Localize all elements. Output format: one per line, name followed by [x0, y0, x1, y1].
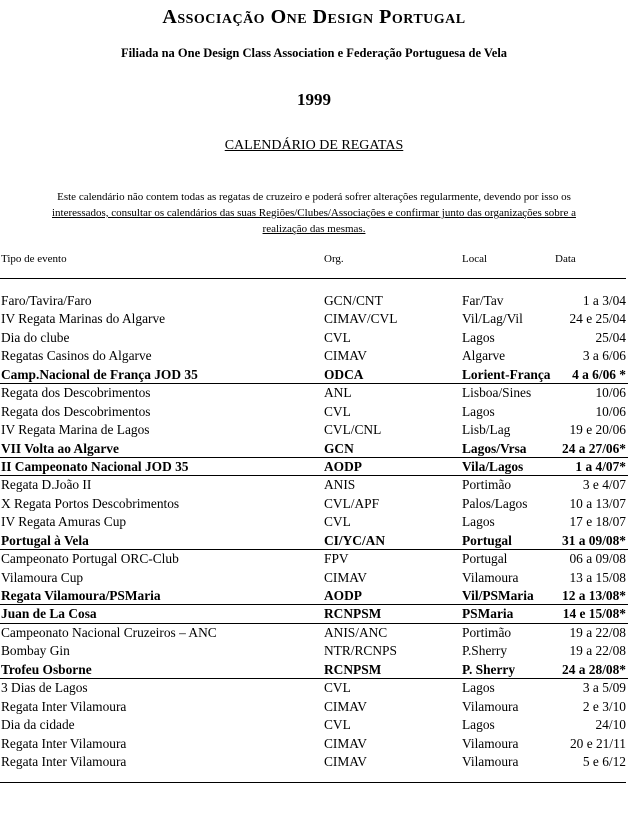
- notice-paragraph: [0, 189, 628, 237]
- table-row: [0, 347, 628, 365]
- cell-event: Faro/Tavira/Faro: [1, 293, 92, 308]
- cell-local: Lisboa/Sines: [462, 385, 532, 401]
- table-row: [0, 569, 628, 587]
- cell-org: CIMAV: [324, 348, 367, 364]
- column-header-event: Tipo de evento: [1, 253, 67, 265]
- cell-date: 10/06: [595, 385, 626, 401]
- cell-local: Vilamoura: [462, 735, 519, 751]
- cell-org: CVL: [324, 680, 351, 696]
- column-header-local: Local: [462, 253, 488, 265]
- cell-org: NTR/RCNPS: [324, 643, 397, 659]
- table-row: [0, 403, 628, 421]
- cell-event: Regata Inter Vilamoura: [1, 735, 127, 751]
- table-row: [0, 698, 628, 716]
- cell-org: CVL: [324, 329, 351, 345]
- table-row: [0, 495, 628, 513]
- cell-org: CVL: [324, 717, 351, 733]
- cell-date: 10/06: [595, 403, 626, 419]
- cell-date: 13 a 15/08: [569, 569, 626, 585]
- table-row: [0, 661, 628, 679]
- cell-local: Lagos: [462, 717, 495, 733]
- cell-local: Lagos: [462, 403, 495, 419]
- cell-local: Vilamoura: [462, 753, 519, 769]
- table-row: [0, 679, 628, 697]
- cell-date: 31 a 09/08*: [562, 532, 626, 548]
- cell-event: Dia do clube: [1, 329, 70, 345]
- cell-date: 19 a 22/08: [569, 643, 626, 659]
- cell-event: IV Regata Marina de Lagos: [1, 422, 150, 438]
- table-row: [0, 476, 628, 494]
- cell-event: Regata dos Descobrimentos: [1, 385, 151, 401]
- cell-local: Lorient-França: [462, 366, 551, 382]
- cell-local: Lagos: [462, 514, 495, 530]
- cell-event: IV Regata Amuras Cup: [1, 514, 127, 530]
- cell-local: Lisb/Lag: [462, 422, 511, 438]
- cell-org: GCN/CNT: [324, 293, 383, 308]
- notice-line-2: interessados, consultar os calendários das suas Regiões/Clubes/Associações e confirmar junto das organizações sobre a: [52, 207, 576, 219]
- cell-local: P.Sherry: [462, 643, 508, 659]
- column-header-date: Data: [555, 253, 576, 265]
- cell-date: 5 e 6/12: [582, 753, 626, 769]
- cell-org: CIMAV: [324, 753, 367, 769]
- cell-local: Lagos: [462, 680, 495, 696]
- cell-org: CVL/CNL: [324, 422, 382, 438]
- table-row: [0, 642, 628, 660]
- cell-org: CVL: [324, 514, 351, 530]
- column-header-org: Org.: [324, 253, 344, 265]
- cell-date: 1 a 4/07*: [575, 458, 626, 474]
- cell-local: Algarve: [462, 348, 506, 364]
- cell-org: AODP: [324, 458, 362, 474]
- cell-local: Vilamoura: [462, 698, 519, 714]
- cell-event: Portugal à Vela: [1, 532, 89, 548]
- cell-org: ANIS: [324, 477, 356, 493]
- cell-date: 19 e 20/06: [569, 422, 626, 438]
- cell-org: ANL: [324, 385, 352, 401]
- cell-org: AODP: [324, 588, 362, 603]
- cell-org: CVL/APF: [324, 495, 380, 511]
- cell-event: Camp.Nacional de França JOD 35: [1, 366, 198, 382]
- table-row: [0, 550, 628, 568]
- cell-date: 10 a 13/07: [569, 495, 626, 511]
- table-row: [0, 605, 628, 623]
- cell-org: CIMAV: [324, 569, 367, 585]
- cell-org: CIMAV: [324, 735, 367, 751]
- cell-date: 24/10: [595, 717, 626, 733]
- cell-org: GCN: [324, 440, 354, 456]
- cell-event: Juan de La Cosa: [1, 606, 97, 622]
- cell-local: Vil/Lag/Vil: [462, 311, 523, 327]
- cell-local: Palos/Lagos: [462, 495, 528, 511]
- document-title: Associação One Design Portugal: [162, 6, 466, 28]
- header-rule: [0, 278, 626, 279]
- cell-date: 24 a 27/06*: [562, 440, 626, 456]
- cell-event: X Regata Portos Descobrimentos: [1, 495, 180, 511]
- cell-local: Portugal: [462, 551, 508, 567]
- cell-org: CIMAV/CVL: [324, 311, 398, 327]
- cell-local: P. Sherry: [462, 661, 516, 677]
- notice-line-3: realização das mesmas.: [262, 223, 366, 235]
- cell-date: 24 e 25/04: [569, 311, 626, 327]
- cell-org: CIMAV: [324, 698, 367, 714]
- cell-event: Regata dos Descobrimentos: [1, 403, 151, 419]
- table-row: [0, 624, 628, 642]
- cell-org: CI/YC/AN: [324, 532, 386, 548]
- table-row: [0, 366, 628, 384]
- cell-org: RCNPSM: [324, 606, 382, 622]
- cell-date: 06 a 09/08: [569, 551, 626, 567]
- cell-date: 4 a 6/06 *: [572, 366, 626, 382]
- cell-date: 3 e 4/07: [582, 477, 626, 493]
- cell-date: 3 a 6/06: [582, 348, 626, 364]
- cell-event: Dia da cidade: [1, 717, 75, 733]
- cell-org: CVL: [324, 403, 351, 419]
- cell-local: Lagos: [462, 329, 495, 345]
- cell-local: PSMaria: [462, 606, 514, 622]
- cell-date: 3 a 5/09: [582, 680, 626, 696]
- cell-date: 25/04: [595, 329, 626, 345]
- table-row: [0, 513, 628, 531]
- cell-date: 2 e 3/10: [582, 698, 626, 714]
- cell-org: ODCA: [324, 366, 364, 382]
- table-header: [0, 253, 628, 267]
- cell-local: Far/Tav: [462, 293, 504, 308]
- table-row: [0, 329, 628, 347]
- cell-event: Vilamoura Cup: [1, 569, 84, 585]
- table-row: [0, 716, 628, 734]
- cell-event: 3 Dias de Lagos: [1, 680, 88, 696]
- table-row: [0, 421, 628, 439]
- cell-local: Portugal: [462, 532, 512, 548]
- table-row: [0, 753, 628, 771]
- cell-date: 14 e 15/08*: [562, 606, 626, 622]
- table-row: [0, 532, 628, 550]
- table-row: [0, 735, 628, 753]
- cell-event: Regatas Casinos do Algarve: [1, 348, 152, 364]
- table-row: [0, 384, 628, 402]
- cell-event: Regata D.João II: [1, 477, 92, 493]
- cell-event: VII Volta ao Algarve: [1, 440, 119, 456]
- cell-event: Regata Inter Vilamoura: [1, 698, 127, 714]
- cell-event: Campeonato Nacional Cruzeiros – ANC: [1, 624, 217, 640]
- cell-event: Regata Inter Vilamoura: [1, 753, 127, 769]
- notice-line-1: Este calendário não contem todas as regatas de cruzeiro e poderá sofrer alterações regularmente, devendo por isso os: [57, 191, 571, 203]
- cell-date: 19 a 22/08: [569, 624, 626, 640]
- calendar-title-text: CALENDÁRIO DE REGATAS: [224, 138, 404, 153]
- cell-local: Vila/Lagos: [462, 458, 524, 474]
- footer-rule: [0, 782, 626, 783]
- cell-event: Regata Vilamoura/PSMaria: [1, 588, 161, 603]
- table-row: [0, 458, 628, 476]
- cell-event: Trofeu Osborne: [1, 661, 92, 677]
- cell-local: Vil/PSMaria: [462, 588, 534, 603]
- calendar-title: [0, 138, 628, 154]
- event-table: [0, 292, 628, 771]
- cell-local: Portimão: [462, 624, 512, 640]
- cell-date: 1 a 3/04: [582, 293, 626, 308]
- document-subtitle: Filiada na One Design Class Association e Federação Portuguesa de Vela: [120, 46, 508, 60]
- cell-date: 12 a 13/08*: [562, 588, 626, 603]
- cell-date: 17 e 18/07: [569, 514, 626, 530]
- cell-org: RCNPSM: [324, 661, 382, 677]
- table-row: [0, 310, 628, 328]
- table-row: [0, 292, 628, 310]
- table-row: [0, 587, 628, 605]
- document-year: 1999: [297, 90, 331, 109]
- cell-local: Vilamoura: [462, 569, 519, 585]
- cell-local: Lagos/Vrsa: [462, 440, 527, 456]
- cell-local: Portimão: [462, 477, 512, 493]
- cell-event: IV Regata Marinas do Algarve: [1, 311, 166, 327]
- cell-event: Campeonato Portugal ORC-Club: [1, 551, 179, 567]
- table-row: [0, 440, 628, 458]
- cell-event: II Campeonato Nacional JOD 35: [1, 458, 189, 474]
- cell-org: FPV: [324, 551, 349, 567]
- cell-date: 20 e 21/11: [569, 735, 626, 751]
- cell-org: ANIS/ANC: [324, 624, 388, 640]
- cell-date: 24 a 28/08*: [562, 661, 626, 677]
- cell-event: Bombay Gin: [1, 643, 70, 659]
